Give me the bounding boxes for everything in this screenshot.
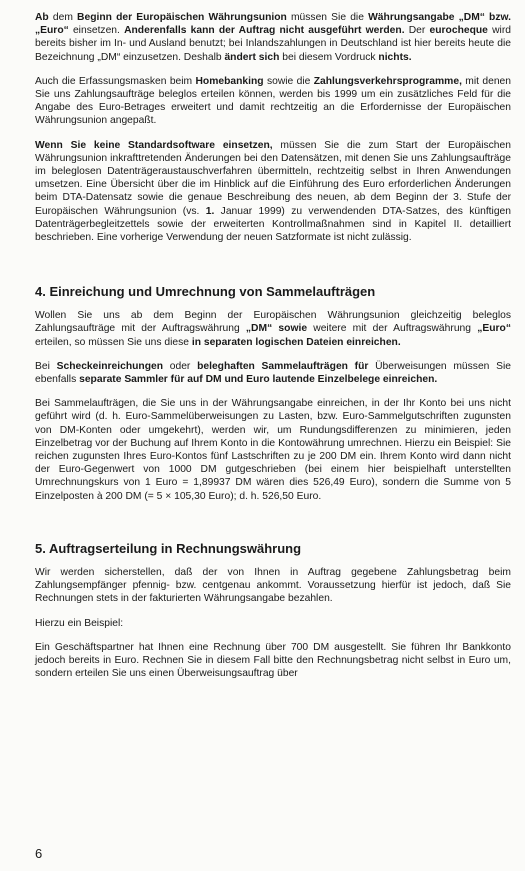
intro-paragraph-3: Wenn Sie keine Standardsoftware einsetzen, müssen Sie die zum Start der Europäischen Währungsunion inkrafttretenden Änderungen bei den Datensätzen, mit denen Sie uns Zahlungsaufträge im beleglosen Datenträgeraustauschverfahren übermitteln, rechtzeitig selbst in Ihren Anwendungen umsetzen. Eine Übersicht über die im Hinblick auf die Einführung des Euro erforderlichen Änderungen beim DTA-Datensatz sowie die genaue Beschreibung des neuen, ab dem Beginn der 3. Stufe der Europäischen Währungsunion (vs. 1. Januar 1999) zu verwendenden DTA-Satzes, des künftigen Datenträgerbegleitzettels sowie der erweiterten Kontrollmaßnahmen sind in Kapitel II. detailliert beschrieben. Eine vorherige Verwendung der neuen Satzformate ist nicht zulässig. <box>35 139 512 244</box>
section-5-heading: 5. Auftragserteilung in Rechnungswährung <box>35 540 302 556</box>
section-4-heading: 4. Einreichung und Umrechnung von Sammelaufträgen <box>35 284 376 300</box>
section-4-paragraph-2: Bei Scheckeinreichungen oder beleghaften Sammelaufträgen für Überweisungen müssen Sie ebenfalls separate Sammler für auf DM und Euro lautende Einzelbelege einreichen. <box>35 360 511 386</box>
section-5-paragraph-1: Wir werden sicherstellen, daß der von Ihnen in Auftrag gegebene Zahlungsbetrag beim Zahlungsempfänger pfennig- bzw. centgenau ankommt. Voraussetzung hierfür ist jedoch, daß Sie Rechnungen stets in der fakturierten Währungsangabe bezahlen. <box>35 566 511 605</box>
section-5-paragraph-2: Hierzu ein Beispiel: <box>35 617 124 629</box>
intro-paragraph-2: Auch die Erfassungsmasken beim Homebanking sowie die Zahlungsverkehrsprogramme, mit denen Sie uns Zahlungsaufträge beleglos erteilen können, werden bis 1999 um ein zusätzliches Feld für die Angabe des Euro-Betrages erweitert und damit rechtzeitig an die Erfordernisse der Europäischen Währungsunion angepaßt. <box>35 75 511 127</box>
section-5-paragraph-3: Ein Geschäftspartner hat Ihnen eine Rechnung über 700 DM ausgestellt. Sie führen Ihr Bankkonto jedoch bereits in Euro. Rechnen Sie in diesem Fall bitte den Rechnungsbetrag nicht selbst in Euro um, sondern erteilen Sie uns einen Überweisungsauftrag über <box>35 641 511 680</box>
intro-paragraph-1: Ab dem Beginn der Europäischen Währungsunion müssen Sie die Währungsangabe „DM“ bzw. „Euro“ einsetzen. Anderenfalls kann der Auftrag nicht ausgeführt werden. Der eurocheque wird bereits bisher im In- und Ausland benutzt; bei Inlandszahlungen in Deutschland ist hier bereits heute die Bezeichnung „DM“ einzusetzen. Deshalb ändert sich bei diesem Vordruck nichts. <box>35 12 511 63</box>
section-4-paragraph-1: Wollen Sie uns ab dem Beginn der Europäischen Währungsunion gleichzeitig beleglos Zahlungsaufträge mit der Auftragswährung „DM“ sowie weitere mit der Auftragswährung „Euro“ erteilen, so müssen Sie uns diese in separaten logischen Dateien einreichen. <box>35 310 511 348</box>
page-number: 6 <box>35 846 43 861</box>
section-4-paragraph-3: Bei Sammelaufträgen, die Sie uns in der Währungsangabe einreichen, in der Ihr Konto bei uns nicht geführt wird (d. h. Euro-Sammelüberweisungen zu Lasten, bzw. Euro-Sammelgutschriften zugunsten von DM-Konten oder umgekehrt), werden wir, um Rundungsdifferenzen zu minimieren, jeden Einzelbetrag vor der Buchung auf Ihrem Konto in die Kontowährung umrechnen. Hierzu ein Beispiel: Sie reichen zugunsten Ihres Euro-Kontos fünf Lastschriften zu je 200 DM ein. Ihrem Konto wird dann nicht der Euro-Gegenwert von 1000 DM gutgeschrieben (bei einem hier beispielhaft unterstellten Umrechnungskurs von 1 Euro = 1,89937 DM wären dies 526,49 Euro), sondern die Summe von 5 Einzelposten à 200 DM (= 5 × 105,30 Euro); d. h. 526,50 Euro. <box>35 398 511 502</box>
